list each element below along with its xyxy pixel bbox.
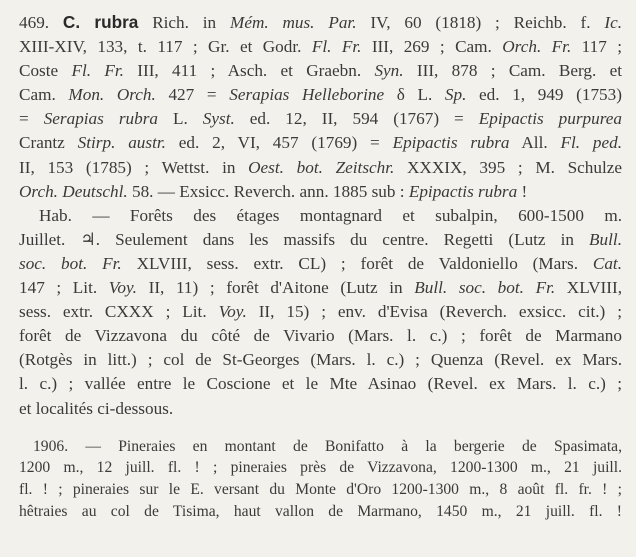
entry-text: 469. — [19, 13, 63, 32]
italic-citation: Fl. Fr. — [71, 61, 124, 81]
entry-text: 58. — Exsicc. Reverch. ann. 1885 sub : — [127, 181, 409, 201]
entry-text: III, 411 ; Asch. et Graebn. — [123, 61, 375, 81]
entry-text: II, 11) ; forêt d'Aitone (Lutz in — [136, 278, 415, 298]
entry-line — [19, 131, 622, 155]
italic-citation: Epipactis purpurea — [478, 109, 622, 129]
entry-line — [19, 228, 622, 252]
entry-text: III, 269 ; Cam. — [361, 37, 503, 57]
italic-citation: Epipactis rubra — [392, 133, 510, 153]
entry-line — [19, 397, 622, 421]
italic-citation: Oest. bot. Zeitschr. — [248, 157, 395, 177]
entry-text: XLVIII, sess. extr. CL) ; forêt de Valdoniello (Mars. — [121, 253, 593, 273]
entry-line — [19, 180, 622, 204]
entry-text: L. — [158, 109, 203, 129]
entry-text: Rich. in — [138, 13, 230, 32]
entry-text: II, 15) ; env. d'Evisa (Reverch. exsicc. cit.) ; — [246, 302, 622, 322]
specimen-list — [19, 436, 622, 523]
specimen-line: hêtraies au col de Tisima, haut vallon de Marmano, 1450 m., 21 juill. fl. ! — [19, 502, 622, 520]
entry-line — [19, 324, 622, 348]
entry-text: XLVIII, — [555, 278, 622, 298]
entry-line — [19, 35, 622, 59]
specimen-line: 1200 m., 12 juill. fl. ! ; pineraies près de Vizzavona, 1200-1300 m., 21 juill. — [19, 459, 622, 477]
entry-text: et localités ci-dessous. — [19, 398, 174, 418]
italic-citation: Serapias Helleborine — [229, 85, 385, 105]
entry-line — [19, 107, 622, 131]
entry-line — [19, 156, 622, 180]
specimen-line: fl. ! ; pineraies sur le E. versant du Monte d'Oro 1200-1300 m., 8 août fl. fr. ! ; — [19, 481, 622, 499]
species-entry — [19, 10, 622, 421]
entry-text: All. — [509, 133, 561, 153]
entry-text: XIII-XIV, 133, t. 117 ; Gr. et Godr. — [19, 37, 312, 57]
species-name: C. rubra — [62, 12, 139, 32]
entry-text: l. c.) ; vallée entre le Coscione et le Mte Asinao (Revel. ex Mars. l. c.) ; — [19, 374, 622, 394]
entry-text: 427 = — [155, 85, 230, 105]
entry-text: 147 ; Lit. — [19, 278, 109, 298]
entry-text: IV, 60 (1818) ; Reichb. f. — [356, 13, 605, 32]
italic-citation: Orch. Deutschl. — [19, 181, 128, 201]
entry-line — [19, 59, 622, 83]
entry-line — [19, 10, 622, 35]
entry-text: III, 878 ; Cam. Berg. et — [403, 61, 622, 81]
italic-citation: Mon. Orch. — [68, 85, 156, 105]
italic-citation: Voy. — [108, 278, 137, 298]
italic-citation: soc. bot. Fr. — [19, 253, 122, 273]
entry-line — [19, 83, 622, 107]
entry-line — [19, 276, 622, 300]
entry-text: sess. extr. CXXX ; Lit. — [19, 302, 219, 322]
italic-citation: Fl. ped. — [560, 133, 622, 153]
entry-line — [19, 204, 622, 228]
entry-text: Hab. — Forêts des étages montagnard et subalpin, 600-1500 m. — [39, 205, 622, 225]
italic-citation: Sp. — [444, 85, 467, 105]
italic-citation: Mém. mus. Par. — [230, 13, 357, 32]
entry-text: Juillet. ♃. Seulement dans les massifs du centre. Regetti (Lutz in — [19, 229, 590, 249]
entry-line — [19, 348, 622, 372]
italic-citation: Syst. — [202, 109, 235, 129]
specimen-line: 1906. — Pineraies en montant de Bonifatto à la bergerie de Spasimata, — [33, 437, 622, 455]
italic-citation: Syn. — [374, 61, 404, 81]
italic-citation: Stirp. austr. — [77, 133, 166, 153]
entry-line — [19, 252, 622, 276]
entry-text: (Rotgès in litt.) ; col de St-Georges (Mars. l. c.) ; Quenza (Revel. ex Mars. — [19, 350, 622, 370]
italic-citation: Bull. soc. bot. Fr. — [414, 278, 556, 298]
entry-text: δ L. — [384, 85, 445, 105]
italic-citation: Serapias rubra — [43, 109, 158, 129]
italic-citation: Fl. Fr. — [311, 37, 362, 57]
italic-citation: Voy. — [218, 302, 247, 322]
entry-text: ! — [517, 181, 528, 201]
entry-line — [19, 372, 622, 396]
entry-text: = — [19, 109, 44, 129]
entry-text: II, 153 (1785) ; Wettst. in — [19, 157, 249, 177]
italic-citation: Epipactis rubra — [408, 181, 518, 201]
entry-text: ed. 1, 949 (1753) — [466, 85, 622, 105]
entry-text: ed. 12, II, 594 (1767) = — [234, 109, 479, 129]
entry-text: 117 ; — [571, 37, 622, 57]
entry-text: forêt de Vizzavona du côté de Vivario (Mars. l. c.) ; forêt de Marmano — [19, 326, 622, 346]
italic-citation: Ic. — [604, 13, 622, 32]
italic-citation: Cat. — [592, 253, 622, 273]
entry-text: Cam. — [19, 85, 69, 105]
entry-text: Coste — [19, 61, 72, 81]
italic-citation: Orch. Fr. — [502, 37, 572, 57]
entry-line — [19, 300, 622, 324]
italic-citation: Bull. — [589, 229, 622, 249]
entry-text: ed. 2, VI, 457 (1769) = — [165, 133, 393, 153]
entry-text: XXXIX, 395 ; M. Schulze — [394, 157, 623, 177]
entry-text: Crantz — [19, 133, 78, 153]
